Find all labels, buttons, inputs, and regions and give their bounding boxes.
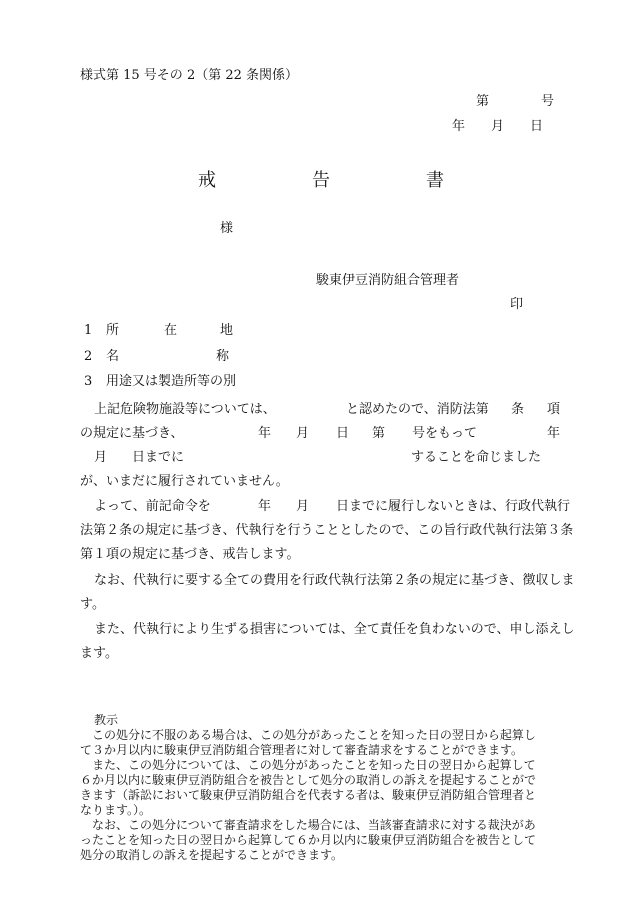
body-line: す。 [80, 597, 105, 612]
notice-line: ６か月以内に駿東伊豆消防組合を被告として処分の取消しの訴えを提起することがで [80, 773, 537, 787]
seal-mark: 印 [510, 297, 524, 312]
body-fragment: 上記危険物施設等については、 [94, 402, 276, 417]
item-number: 1 [84, 323, 93, 338]
body-fragment: することを命じました [411, 450, 542, 465]
body-fragment: 月 [296, 426, 310, 441]
recipient-honorific: 様 [220, 221, 234, 236]
body-fragment: の規定に基づき、 [80, 426, 184, 441]
form-label: 様式第 15 号その 2（第 22 条関係） [80, 68, 299, 83]
body-fragment: 日 [336, 426, 350, 441]
document-number: 第 号 [476, 94, 555, 109]
body-fragment: 日までに [132, 450, 185, 465]
body-fragment: よって、前記命令を [94, 499, 211, 514]
body-line: が、いまだに履行されていません。 [80, 474, 289, 489]
item-label-part: 地 [220, 323, 234, 338]
item-label-part: 在 [164, 323, 178, 338]
item-label-part: 所 [106, 323, 120, 338]
body-fragment: 号をもって [412, 426, 478, 441]
notice-line: また、この処分については、この処分があったことを知った日の翌日から起算して [92, 758, 536, 772]
notice-line: ったことを知った日の翌日から起算して６か月以内に駿東伊豆消防組合を被告として [80, 833, 537, 847]
body-fragment: と認めたので、消防法第 [346, 402, 489, 417]
body-fragment: 条 [511, 402, 525, 417]
item-label-part: 称 [216, 349, 230, 364]
item-label-part: 名 [106, 349, 120, 364]
body-line: なお、代執行に要する全ての費用を行政代執行法第２条の規定に基づき、徴収しま [94, 573, 575, 588]
item-number: 3 [84, 374, 93, 389]
body-line: ます。 [80, 646, 118, 661]
title-char-3: 書 [426, 170, 444, 191]
item-label: 用途又は製造所等の別 [106, 374, 237, 389]
notice-line: なお、この処分について審査請求をした場合には、当該審査請求に対する裁決があ [92, 818, 536, 832]
document-date: 年 月 日 [452, 119, 544, 134]
notice-line: この処分に不服のある場合は、この処分があったことを知った日の翌日から起算し [92, 728, 536, 742]
title-char-2: 告 [312, 170, 330, 191]
body-line: 第１項の規定に基づき、戒告します。 [80, 547, 300, 562]
body-fragment: 日までに履行しないときは、行政代執行 [336, 499, 571, 514]
title-char-1: 戒 [198, 170, 216, 191]
notice-heading: 教示 [94, 713, 119, 727]
body-fragment: 年 [258, 426, 272, 441]
notice-line: きます（訴訟において駿東伊豆消防組合を代表する者は、駿東伊豆消防組合管理者と [80, 788, 537, 802]
body-line: また、代執行により生ずる損害については、全て責任を負わないので、申し添えし [94, 622, 575, 637]
body-fragment: 第 [372, 426, 386, 441]
body-fragment: 年 [547, 426, 561, 441]
body-fragment: 年 [258, 499, 272, 514]
body-fragment: 月 [296, 499, 310, 514]
notice-line: て３か月以内に駿東伊豆消防組合管理者に対して審査請求をすることができます。 [80, 743, 524, 757]
body-line: 法第２条の規定に基づき、代執行を行うこととしたので、この旨行政代執行法第３条 [80, 523, 574, 538]
body-fragment: 月 [94, 450, 108, 465]
body-fragment: 項 [547, 402, 561, 417]
notice-line: 処分の取消しの訴えを提起することができます。 [80, 848, 344, 862]
issuer-name: 駿東伊豆消防組合管理者 [316, 273, 460, 288]
item-number: 2 [84, 349, 93, 364]
notice-line: なります。）。 [80, 803, 152, 817]
